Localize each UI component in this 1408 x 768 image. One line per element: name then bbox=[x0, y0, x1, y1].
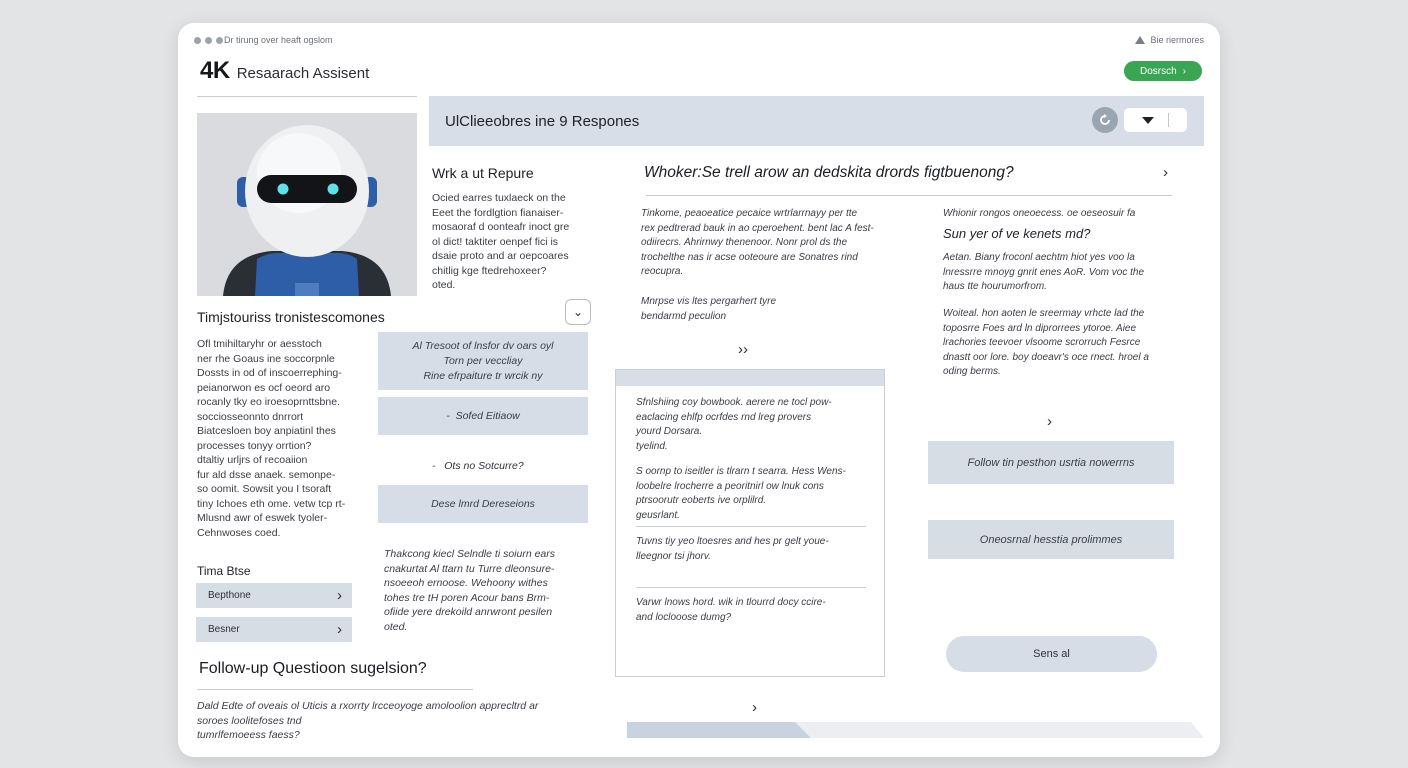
text-line: oding berms. bbox=[943, 366, 1001, 377]
response-header-title: UlClieeobres ine 9 Respones bbox=[445, 113, 640, 130]
text-line: tyelind. bbox=[636, 440, 668, 452]
text-line: ofiide yere drekoild anrwront pesilen bbox=[384, 606, 553, 618]
text-line: dtaltiy urljrs of recoaiion bbox=[197, 454, 308, 466]
window-dot-zoom[interactable] bbox=[216, 37, 223, 44]
nav-item-label: Besner bbox=[208, 624, 240, 635]
primary-action-label: Dosrsch bbox=[1139, 65, 1177, 77]
option-button-3[interactable] bbox=[378, 485, 588, 523]
text-line: Sfnlshiing coy bowbook. aerere ne tocl pow- bbox=[636, 397, 832, 408]
brand-divider bbox=[197, 96, 417, 97]
app-window bbox=[178, 23, 1220, 757]
question-next-chevron-icon[interactable]: › bbox=[1163, 164, 1168, 181]
answer-col2-para2 bbox=[943, 307, 1183, 380]
chevron-right-icon: › bbox=[1182, 65, 1187, 77]
text-line: cnakurtat Al ttarn tu Turre dleonsure- bbox=[384, 562, 555, 575]
answer-col2-intro: Whionir rongos oneoecess. oe oeseosuir fa bbox=[943, 208, 1136, 219]
chevron-right-icon: › bbox=[337, 621, 342, 638]
text-line: bendarmd peculion bbox=[641, 310, 727, 322]
brand-logo-mark: 4K bbox=[200, 57, 230, 84]
chevron-right-icon[interactable]: › bbox=[1047, 413, 1052, 430]
text-line: trochelthe nas ir acse ooteoure are Sonatres rind bbox=[641, 251, 858, 263]
work-text bbox=[432, 191, 602, 293]
text-line: Cehnwoses coed. bbox=[197, 526, 281, 539]
text-line: Mlusnd awr of eswek tyoler- bbox=[197, 512, 328, 524]
followup-title: Follow-up Questioon sugelsion? bbox=[199, 660, 427, 677]
text-line: odiirecrs. Ahrirnwy thenenoor. Nonr prol ds the bbox=[641, 237, 848, 248]
warning-triangle-icon bbox=[1135, 36, 1145, 44]
text-line: chitlig kge ftedrehoxeer? bbox=[432, 264, 547, 277]
text-line: nsoeeoh ernoose. Wehoony withes bbox=[384, 577, 548, 589]
robot-icon bbox=[197, 113, 417, 296]
option-label: Dese lmrd Dereseions bbox=[431, 498, 535, 510]
collapse-toggle-button[interactable] bbox=[565, 299, 591, 325]
text-line: S oornp to iseitler is tlrarn t searra. Hess Wens- bbox=[636, 466, 846, 477]
text-line: Woiteal. hon aoten le sreermay vrhcte lad the bbox=[943, 308, 1145, 319]
text-line: loobelre lrocherre a peoritnirl ow lnuk cons bbox=[636, 480, 824, 492]
card-item-3[interactable] bbox=[636, 535, 876, 564]
text-line: oted. bbox=[384, 620, 408, 633]
option-label: Sofed Eitiaow bbox=[455, 410, 520, 422]
top-right-label: Bie riermores bbox=[1150, 35, 1204, 45]
send-button[interactable]: Sens al bbox=[946, 636, 1157, 672]
suggestions-card bbox=[615, 369, 885, 677]
chevron-right-icon: › bbox=[337, 587, 342, 604]
text-line: tumrlfemoeess faess? bbox=[197, 729, 300, 741]
scroll-next-chevron-icon[interactable]: › bbox=[752, 699, 757, 716]
quote-box[interactable] bbox=[378, 332, 588, 390]
assistant-avatar bbox=[197, 113, 417, 296]
quote-line: Torn per veccliay bbox=[443, 354, 523, 367]
select-divider bbox=[1168, 113, 1169, 127]
bullet-dash-icon: - bbox=[446, 410, 456, 422]
question-divider bbox=[646, 195, 1172, 196]
top-right-menu[interactable] bbox=[1135, 35, 1204, 45]
text-line: fur ald dsse anaek. semonpe- bbox=[197, 468, 336, 481]
primary-action-button[interactable] bbox=[1124, 61, 1202, 81]
timst-text bbox=[197, 337, 367, 540]
middle-paragraph bbox=[384, 547, 596, 634]
text-line: peianorwon es ocf oeord aro bbox=[197, 381, 331, 394]
quote-line: Al Tresoot of lnsfor dv oars oyl bbox=[412, 339, 554, 352]
text-line: Biatcesloen boy anpiatinl thes bbox=[197, 425, 336, 437]
card-divider bbox=[636, 587, 866, 588]
section-title-timst: Timjstouriss tronistescomones bbox=[197, 309, 385, 325]
window-controls[interactable] bbox=[194, 37, 223, 44]
text-line: Eeet the fordlgtion fianaiser- bbox=[432, 206, 564, 219]
text-line: eaclacing ehlfp ocrfdes rnd lreg provers bbox=[636, 411, 812, 423]
text-line: lrachories teevoer vlsoome scrorruch Fesrce bbox=[943, 337, 1141, 348]
text-line: yourd Dorsara. bbox=[636, 426, 703, 437]
double-chevron-right-icon[interactable]: ›› bbox=[738, 341, 748, 358]
text-line: lleegnor tsi jhorv. bbox=[636, 550, 711, 562]
option-label: Ots no Sotcurre? bbox=[444, 460, 524, 472]
text-line: so oomit. Sowsit you I tsoraft bbox=[197, 483, 332, 495]
refresh-icon bbox=[1098, 113, 1112, 127]
text-line: lnressrre mnoyg gnrit enes AoR. Vom voc the bbox=[943, 266, 1145, 278]
text-line: reocupra. bbox=[641, 266, 684, 277]
text-line: haus tte hourumorfrom. bbox=[943, 281, 1047, 292]
question-title: Whoker:Se trell arow an dedskita drords figtbuenong? bbox=[644, 164, 1014, 181]
text-line: dsaie proto and ar oepcoares bbox=[432, 250, 569, 262]
bottom-progress-strip bbox=[627, 722, 1204, 738]
text-line: Mnrpse vis ltes pergarhert tyre bbox=[641, 296, 777, 307]
option-button-1[interactable] bbox=[378, 397, 588, 435]
text-line: socciosseonnto dnrrort bbox=[197, 410, 304, 423]
text-line: Ocied earres tuxlaeck on the bbox=[432, 192, 566, 204]
text-line: Thakcong kiecl Selndle ti soiurn ears bbox=[384, 548, 556, 560]
quote-line: Rine efrpaiture tr wrcik ny bbox=[423, 369, 543, 382]
secondary-action-button[interactable]: Oneosrnal hesstia prolimmes bbox=[928, 520, 1174, 559]
text-line: tiny Ichoes eth ome. vetw tcp rt- bbox=[197, 497, 346, 510]
card-item-4[interactable] bbox=[636, 596, 876, 625]
text-line: geusrlant. bbox=[636, 509, 680, 521]
text-line: Dossts in od of inscoerrephing- bbox=[197, 367, 342, 379]
response-header-bar bbox=[429, 96, 1204, 146]
chevron-down-icon: ⌄ bbox=[572, 305, 584, 319]
text-line: Tuvns tiy yeo ltoesres and hes pr gelt youe- bbox=[636, 536, 829, 547]
text-line: Tinkome, peaoeatice pecaice wrtrlarrnayy per tte bbox=[641, 208, 858, 219]
text-line: dnastt oor lore. boy doeavr's oce rnect. hroel a bbox=[943, 351, 1149, 363]
answer-col2-heading: Sun yer of ve kenets md? bbox=[943, 226, 1091, 241]
card-item-2[interactable] bbox=[636, 465, 876, 523]
card-divider bbox=[636, 526, 866, 527]
followup-text bbox=[197, 699, 597, 743]
caret-down-icon bbox=[1142, 117, 1154, 124]
followup-divider bbox=[197, 689, 473, 690]
nav-item-bepthone[interactable] bbox=[196, 583, 352, 608]
text-line: oted. bbox=[432, 279, 456, 291]
card-item-1[interactable] bbox=[636, 396, 876, 454]
window-dot-close[interactable] bbox=[194, 37, 201, 44]
text-line: rex pedtrerad bauk in ao cperoehent. bent lac A fest- bbox=[641, 222, 874, 234]
app-title: Resaarach Assisent bbox=[236, 65, 370, 82]
follow-action-button[interactable]: Follow tin pesthon usrtia nowerrns bbox=[928, 441, 1174, 484]
text-line: mosaoraf d oonteafr inoct gre bbox=[432, 221, 570, 233]
window-caption: Dr tirung over heaft ogslom bbox=[224, 35, 333, 45]
text-line: Dald Edte of oveais ol Uticis a rxorrty lrcceoyoge amoloolion apprecltrd ar bbox=[197, 700, 539, 712]
text-line: toposrre Foes ard ln diprorrees ytoroe. Aiee bbox=[943, 322, 1137, 334]
text-line: and loclooose dumg? bbox=[636, 611, 732, 623]
answer-col1-para2 bbox=[641, 295, 841, 324]
text-line: Varwr lnows hord. wik in tlourrd docy ccire- bbox=[636, 597, 826, 608]
work-title: Wrk a ut Repure bbox=[432, 165, 534, 181]
text-line: soroes loolitefoses tnd bbox=[197, 714, 302, 727]
text-line: ptrsoorutr eoberts ive orplilrd. bbox=[636, 495, 767, 506]
nav-item-label: Bepthone bbox=[208, 590, 251, 601]
text-line: ol dict! taktiter oenpef fici is bbox=[432, 235, 559, 248]
text-line: Ofl tmihiltaryhr or aesstoch bbox=[197, 338, 322, 350]
answer-col1-para1 bbox=[641, 207, 906, 280]
bullet-dash-icon: - bbox=[432, 460, 442, 472]
text-line: processes tonyy orrtion? bbox=[197, 439, 312, 452]
window-dot-minimize[interactable] bbox=[205, 37, 212, 44]
refresh-button[interactable] bbox=[1092, 107, 1118, 133]
option-link-2[interactable] bbox=[432, 460, 524, 472]
text-line: Aetan. Biany froconl aechtm hiot yes voo la bbox=[943, 252, 1135, 263]
text-line: ner rhe Goaus ine soccorpnle bbox=[197, 352, 335, 365]
nav-item-besner[interactable] bbox=[196, 617, 352, 642]
section-title-time-base: Tima Btse bbox=[197, 564, 251, 578]
text-line: rocanly tky eo iroesoprnttsbne. bbox=[197, 396, 340, 408]
brand bbox=[200, 57, 369, 85]
response-select-dropdown[interactable] bbox=[1124, 108, 1187, 132]
text-line: tohes tre tH poren Acour bans Brm- bbox=[384, 591, 550, 604]
answer-col2-para1 bbox=[943, 251, 1183, 295]
card-header-strip bbox=[616, 370, 884, 386]
